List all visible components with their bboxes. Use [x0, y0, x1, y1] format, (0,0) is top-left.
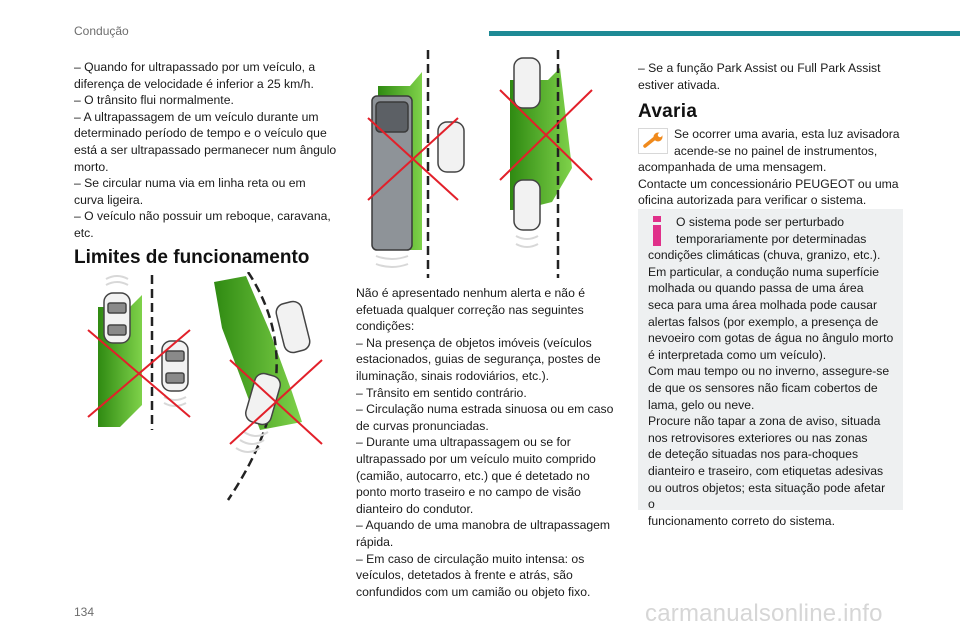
text-line: – Durante uma ultrapassagem ou se for: [356, 435, 571, 450]
text-line: veículos, detetados à frente e atrás, são: [356, 568, 573, 583]
text-line: Em particular, a condução numa superfície: [648, 264, 880, 279]
text-line: temporariamente por determinadas: [676, 231, 867, 246]
text-line: – Trânsito em sentido contrário.: [356, 385, 527, 400]
illustration-long-vehicle: [362, 50, 602, 278]
text-line: dianteiro e traseiro, com etiquetas adesivas: [648, 463, 884, 478]
page-number: 134: [74, 605, 95, 619]
text-line: determinado período de tempo e o veículo que: [74, 126, 327, 141]
text-line: ou outros objetos; esta situação pode afetar o: [648, 480, 886, 512]
text-line: condições:: [356, 319, 415, 334]
car-icon: [438, 122, 464, 172]
text-line: – Aquando de uma manobra de ultrapassagem: [356, 518, 611, 533]
text-line: morto.: [74, 159, 109, 174]
text-line: Procure não tapar a zona de aviso, situada: [648, 414, 881, 429]
text-line: – Se circular numa via em linha reta ou em: [74, 176, 306, 191]
text-line: rápida.: [356, 534, 394, 549]
text-line: Não é apresentado nenhum alerta e não é: [356, 286, 586, 300]
text-line: – Circulação numa estrada sinuosa ou em caso: [356, 402, 614, 417]
text-line: efetuada qualquer correção nas seguintes: [356, 302, 584, 317]
text-line: seca para uma área molhada pode causar: [648, 297, 877, 312]
text-line: etc.: [74, 225, 94, 240]
text-line: diferença de velocidade é inferior a 25 km/h.: [74, 76, 314, 91]
text-line: O sistema pode ser perturbado: [676, 215, 845, 229]
text-line: estiver ativada.: [638, 77, 720, 92]
truck-icon: [372, 96, 412, 250]
text-line: iluminação, sinais rodoviários, etc.).: [356, 368, 550, 383]
text-line: Contacte um concessionário PEUGEOT ou uma: [638, 176, 899, 191]
avaria-text: [638, 126, 903, 209]
avaria-heading: Avaria: [638, 101, 698, 122]
text-line: – Se a função Park Assist ou Full Park Assist: [638, 61, 881, 75]
text-line: curva ligeira.: [74, 192, 144, 207]
text-line: ultrapassado por um veículo muito comprido: [356, 451, 596, 466]
text-line: confundidos com um camião ou objeto fixo.: [356, 584, 591, 599]
section-title: Condução: [74, 24, 129, 38]
limitations-text: [356, 285, 624, 600]
text-line: está a ser ultrapassado permanecer num ângulo: [74, 142, 337, 157]
conditions-text: [74, 59, 342, 242]
text-line: acende-se no painel de instrumentos,: [674, 143, 878, 158]
header-accent-bar: [489, 31, 960, 36]
text-line: de curvas pronunciadas.: [356, 418, 489, 433]
limits-heading: Limites de funcionamento: [74, 247, 310, 268]
text-line: ponto morto traseiro e no campo de visão: [356, 485, 581, 500]
text-line: de deteção situadas nos para-choques: [648, 447, 859, 462]
wrench-warning-icon: [638, 128, 668, 154]
illustration-straight-road: [80, 275, 200, 430]
text-line: alertas falsos (por exemplo, a presença de: [648, 314, 879, 329]
text-line: (camião, autocarro, etc.) que é detetado no: [356, 468, 590, 483]
text-line: – O veículo não possuir um reboque, caravana,: [74, 209, 331, 224]
text-line: é interpretada como um veículo).: [648, 347, 827, 362]
text-line: de que os sensores não ficam cobertos de: [648, 380, 878, 395]
text-line: condições climáticas (chuva, granizo, etc.).: [648, 248, 881, 263]
car-icon: [104, 293, 130, 343]
text-line: molhada ou quando passa de uma área: [648, 281, 864, 296]
text-line: lama, gelo ou neve.: [648, 397, 755, 412]
car-icon: [274, 300, 311, 355]
watermark: carmanualsonline.info: [645, 600, 883, 627]
car-icon: [162, 341, 188, 391]
text-line: Com mau tempo ou no inverno, assegure-se: [648, 364, 890, 379]
text-line: nevoeiro com gotas de água no ângulo morto: [648, 331, 894, 346]
text-line: funcionamento correto do sistema.: [648, 513, 835, 528]
text-line: Se ocorrer uma avaria, esta luz avisadora: [674, 127, 900, 141]
illustration-curved-road: [210, 272, 340, 504]
info-box: [638, 209, 903, 528]
text-line: nos retrovisores exteriores ou nas zonas: [648, 430, 868, 445]
text-line: dianteiro do condutor.: [356, 501, 474, 516]
text-line: – O trânsito flui normalmente.: [74, 93, 234, 108]
info-icon: [648, 216, 666, 246]
text-line: – Quando for ultrapassado por um veículo, a: [74, 60, 316, 74]
text-line: – Na presença de objetos imóveis (veículos: [356, 335, 592, 350]
text-line: – Em caso de circulação muito intensa: os: [356, 551, 585, 566]
text-line: oficina autorizada para verificar o sistema.: [638, 193, 867, 208]
text-line: estacionados, guias de segurança, postes de: [356, 352, 601, 367]
park-assist-text: [638, 60, 903, 93]
text-line: – A ultrapassagem de um veículo durante um: [74, 109, 319, 124]
text-line: acompanhada de uma mensagem.: [638, 160, 827, 175]
